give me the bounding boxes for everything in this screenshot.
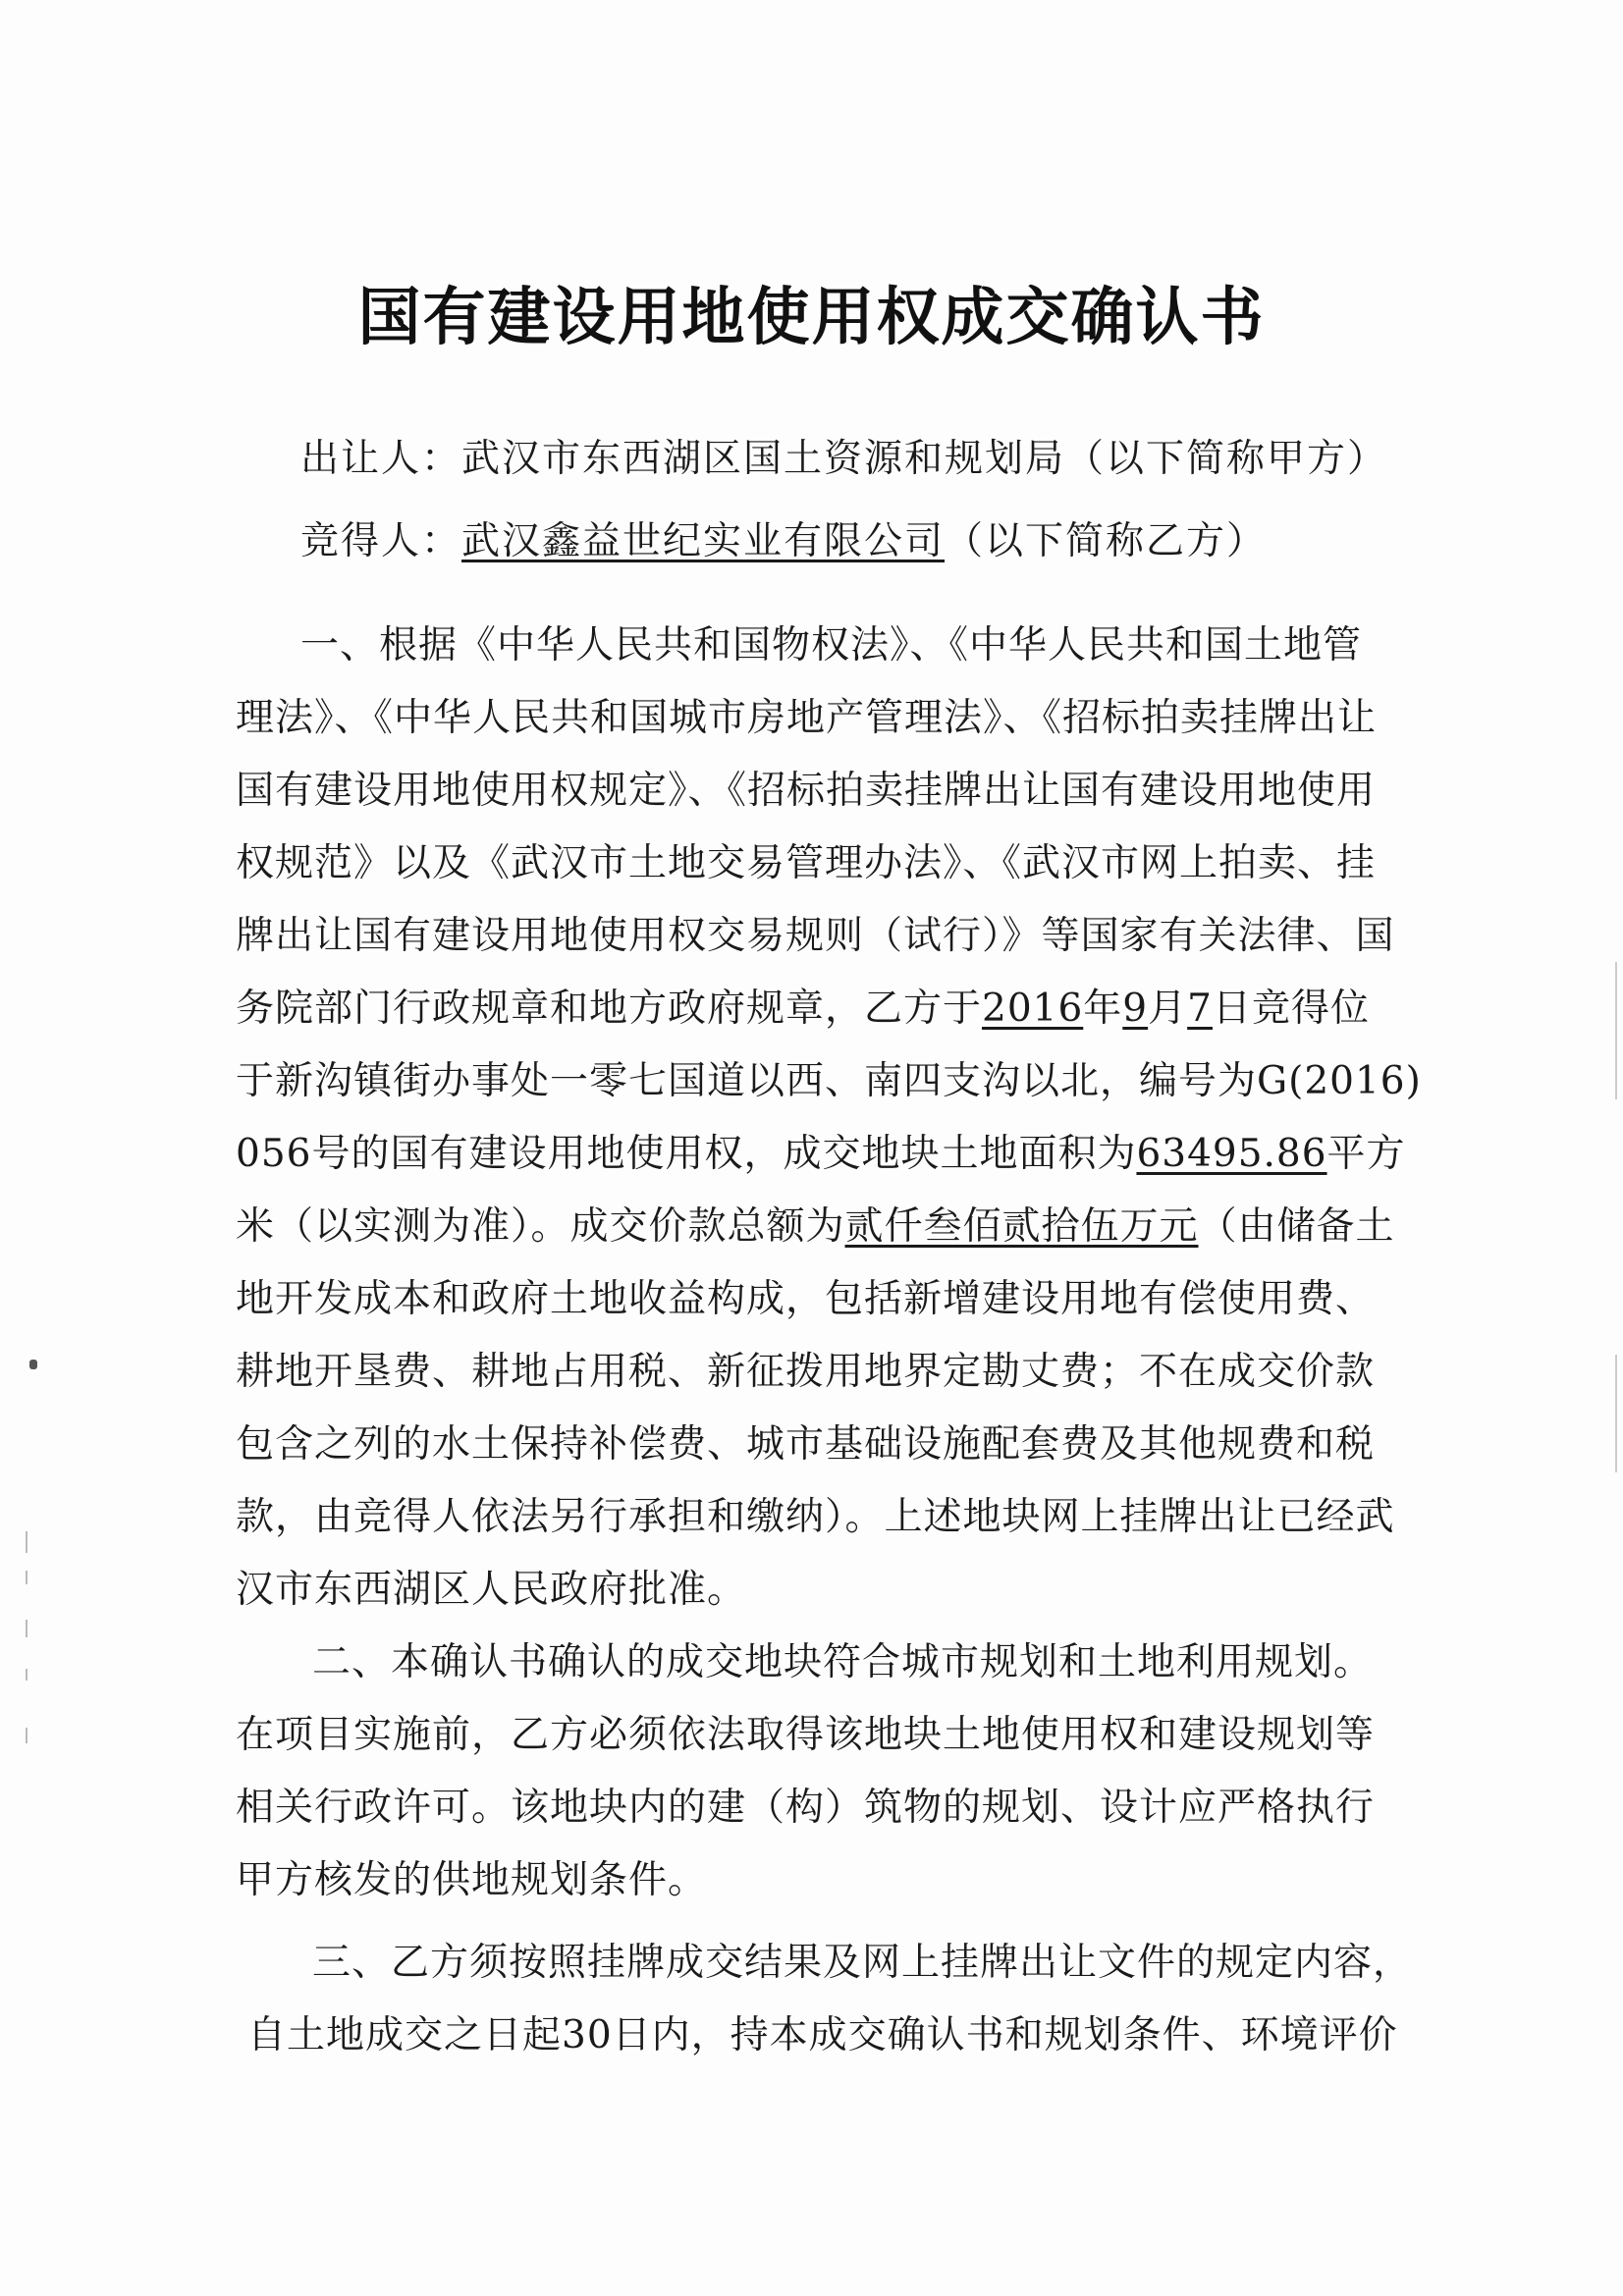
deal-year: 2016 bbox=[982, 987, 1084, 1031]
section1-line-9 bbox=[236, 1196, 1395, 1251]
section1-line-1: 一、根据《中华人民共和国物权法》、《中华人民共和国土地管 bbox=[300, 623, 1363, 667]
deal-price: 贰仟叁佰贰拾伍万元 bbox=[844, 1204, 1199, 1249]
land-area: 63495.86 bbox=[1136, 1132, 1327, 1176]
section1-line-6 bbox=[236, 978, 1370, 1033]
section1-line-13: 款，由竞得人依法另行承担和缴纳）。上述地块网上挂牌出让已经武 bbox=[236, 1495, 1395, 1539]
section1-line-9-text-b: （由储备土 bbox=[1198, 1204, 1395, 1249]
scan-mark bbox=[26, 1620, 27, 1637]
document-title: 国有建设用地使用权成交确认书 bbox=[357, 282, 1266, 354]
section3-line-2: 自土地成交之日起30日内，持本成交确认书和规划条件、环境评价 bbox=[247, 2013, 1398, 2057]
section1-line-12: 包含之列的水土保持补偿费、城市基础设施配套费及其他规费和税 bbox=[236, 1422, 1376, 1467]
section1-line-2: 理法》、《中华人民共和国城市房地产管理法》、《招标拍卖挂牌出让 bbox=[236, 696, 1378, 740]
scan-mark bbox=[26, 1669, 27, 1681]
scan-mark bbox=[26, 1571, 27, 1584]
section1-line-14: 汉市东西湖区人民政府批准。 bbox=[236, 1568, 747, 1612]
section1-line-7: 于新沟镇街办事处一零七国道以西、南四支沟以北，编号为G(2016) bbox=[236, 1059, 1422, 1103]
section1-line-10: 地开发成本和政府土地收益构成，包括新增建设用地有偿使用费、 bbox=[236, 1277, 1376, 1321]
section1-line-4: 权规范》以及《武汉市土地交易管理办法》、《武汉市网上拍卖、挂 bbox=[236, 841, 1377, 885]
section1-line-11: 耕地开垦费、耕地占用税、新征拨用地界定勘丈费；不在成交价款 bbox=[236, 1350, 1376, 1394]
section2-line-1: 二、本确认书确认的成交地块符合城市规划和土地利用规划。 bbox=[312, 1640, 1374, 1684]
section2-line-3: 相关行政许可。该地块内的建（构）筑物的规划、设计应严格执行 bbox=[236, 1786, 1376, 1830]
section1-line-6-text-a: 务院部门行政规章和地方政府规章，乙方于 bbox=[236, 987, 983, 1031]
scan-speck bbox=[29, 1360, 37, 1369]
deal-day: 7 bbox=[1187, 987, 1213, 1031]
section1-line-6-text-d: 日竞得位 bbox=[1212, 987, 1370, 1031]
grantee-label: 竞得人： bbox=[300, 519, 462, 563]
scan-mark bbox=[26, 1728, 27, 1743]
section1-line-6-text-b: 年 bbox=[1083, 987, 1123, 1031]
grantor-label: 出让人： bbox=[300, 437, 462, 481]
grantee-line bbox=[300, 510, 1267, 565]
section2-line-2: 在项目实施前，乙方必须依法取得该地块土地使用权和建设规划等 bbox=[236, 1713, 1376, 1757]
section1-line-6-text-c: 月 bbox=[1148, 987, 1188, 1031]
grantor-suffix: （以下简称甲方） bbox=[1065, 437, 1388, 481]
grantee-suffix: （以下简称乙方） bbox=[945, 519, 1268, 563]
section1-line-5: 牌出让国有建设用地使用权交易规则（试行）》等国家有关法律、国 bbox=[236, 914, 1395, 958]
section1-line-3: 国有建设用地使用权规定》、《招标拍卖挂牌出让国有建设用地使用 bbox=[236, 769, 1377, 813]
scan-mark bbox=[26, 1531, 27, 1553]
grantee-name: 武汉鑫益世纪实业有限公司 bbox=[461, 519, 946, 563]
section1-line-8 bbox=[236, 1123, 1406, 1178]
grantor-name: 武汉市东西湖区国土资源和规划局 bbox=[461, 437, 1066, 481]
section3-line-1: 三、乙方须按照挂牌成交结果及网上挂牌出让文件的规定内容， bbox=[312, 1941, 1413, 1985]
section1-line-8-text-a: 056号的国有建设用地使用权，成交地块土地面积为 bbox=[236, 1132, 1137, 1176]
section1-line-8-text-b: 平方 bbox=[1326, 1132, 1406, 1176]
scan-edge-mark bbox=[1615, 962, 1617, 1099]
deal-month: 9 bbox=[1122, 987, 1149, 1031]
section2-line-4: 甲方核发的供地规划条件。 bbox=[236, 1858, 708, 1902]
grantor-line bbox=[300, 428, 1387, 483]
scan-edge-mark bbox=[1615, 1355, 1617, 1472]
section1-line-9-text-a: 米（以实测为准）。成交价款总额为 bbox=[236, 1204, 845, 1249]
